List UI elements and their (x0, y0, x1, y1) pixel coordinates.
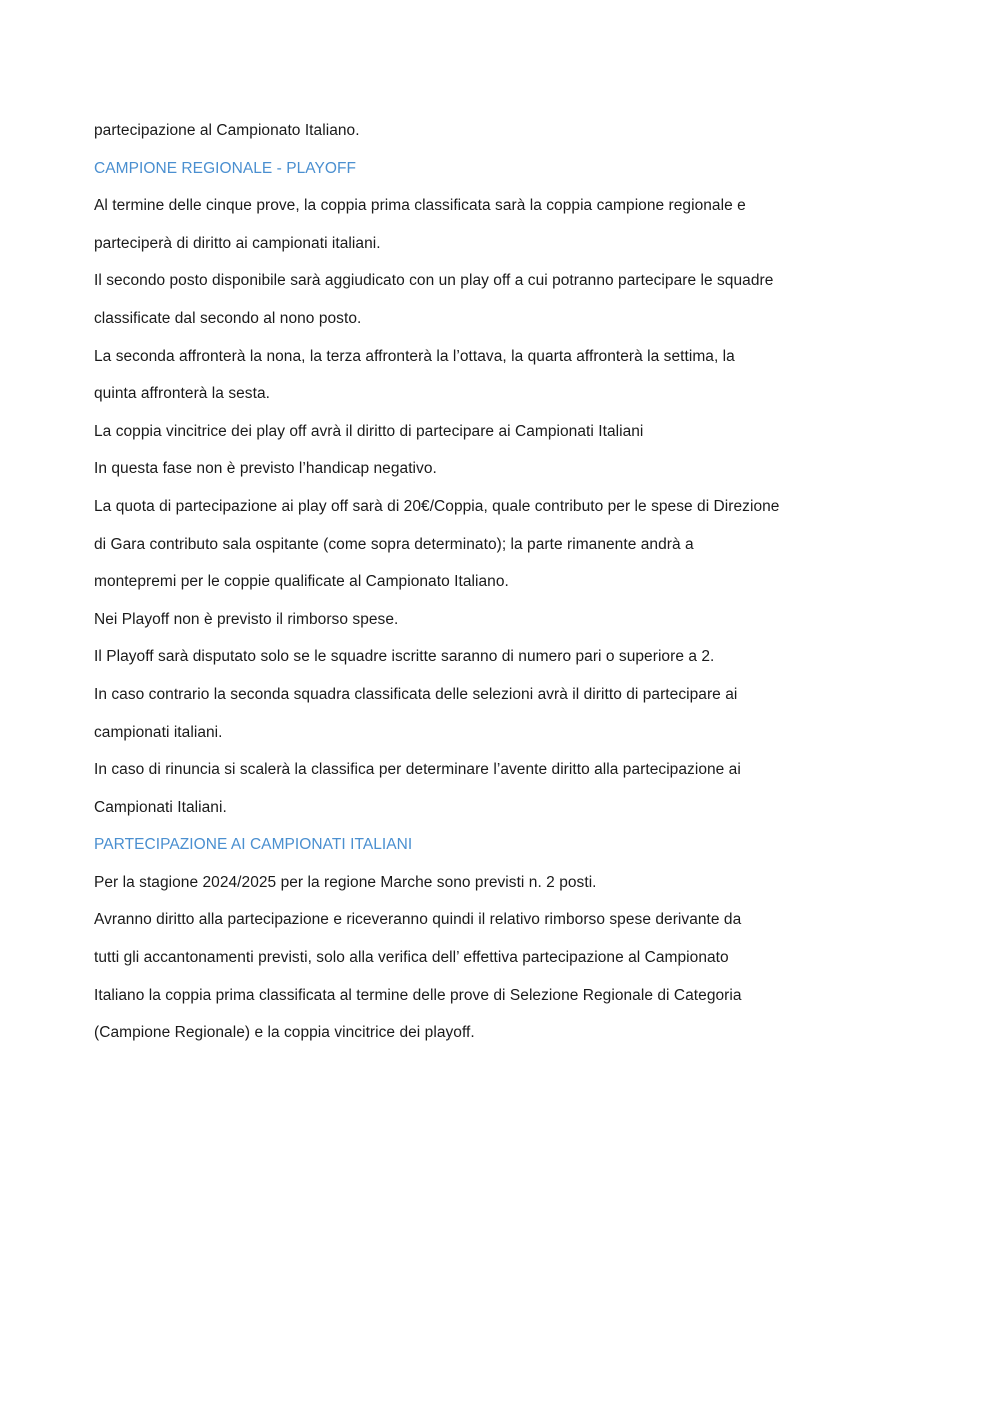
paragraph-line: classificate dal secondo al nono posto. (94, 309, 362, 327)
paragraph-line: Italiano la coppia prima classificata al termine delle prove di Selezione Regionale di Categoria (94, 986, 742, 1004)
paragraph-line: La quota di partecipazione ai play off sarà di 20€/Coppia, quale contributo per le spese di Direzione (94, 497, 780, 515)
paragraph-line: di Gara contributo sala ospitante (come sopra determinato); la parte rimanente andrà a (94, 535, 694, 553)
paragraph-line: quinta affronterà la sesta. (94, 385, 270, 403)
paragraph-line: Campionati Italiani. (94, 798, 227, 816)
paragraph-line: montepremi per le coppie qualificate al Campionato Italiano. (94, 573, 509, 591)
paragraph-line: In caso contrario la seconda squadra classificata delle selezioni avrà il diritto di partecipare ai (94, 685, 738, 703)
paragraph-line: In caso di rinuncia si scalerà la classifica per determinare l’avente diritto alla partecipazione ai (94, 761, 741, 779)
paragraph-line: Al termine delle cinque prove, la coppia prima classificata sarà la coppia campione regionale e (94, 197, 746, 215)
paragraph-line: La seconda affronterà la nona, la terza affronterà la l’ottava, la quarta affronterà la settima, la (94, 347, 735, 365)
paragraph-line: Il secondo posto disponibile sarà aggiudicato con un play off a cui potranno partecipare le squadre (94, 272, 774, 290)
paragraph-line: Nei Playoff non è previsto il rimborso spese. (94, 610, 399, 628)
paragraph-line: Per la stagione 2024/2025 per la regione Marche sono previsti n. 2 posti. (94, 873, 597, 891)
paragraph-line: Il Playoff sarà disputato solo se le squadre iscritte saranno di numero pari o superiore a 2. (94, 648, 715, 666)
paragraph-line: (Campione Regionale) e la coppia vincitrice dei playoff. (94, 1024, 475, 1042)
paragraph-line: tutti gli accantonamenti previsti, solo alla verifica dell’ effettiva partecipazione al Campionato (94, 949, 729, 967)
paragraph-line: parteciperà di diritto ai campionati italiani. (94, 234, 381, 252)
paragraph-line: Avranno diritto alla partecipazione e riceveranno quindi il relativo rimborso spese derivante da (94, 911, 742, 929)
section-heading-partecipazione: PARTECIPAZIONE AI CAMPIONATI ITALIANI (94, 836, 413, 854)
section-heading-campione-regionale: CAMPIONE REGIONALE - PLAYOFF (94, 159, 357, 177)
paragraph-line: La coppia vincitrice dei play off avrà il diritto di partecipare ai Campionati Italiani (94, 422, 644, 440)
paragraph-line: In questa fase non è previsto l’handicap negativo. (94, 460, 437, 478)
paragraph-line: campionati italiani. (94, 723, 223, 741)
document-body (94, 112, 894, 1052)
paragraph-line: partecipazione al Campionato Italiano. (94, 122, 360, 139)
